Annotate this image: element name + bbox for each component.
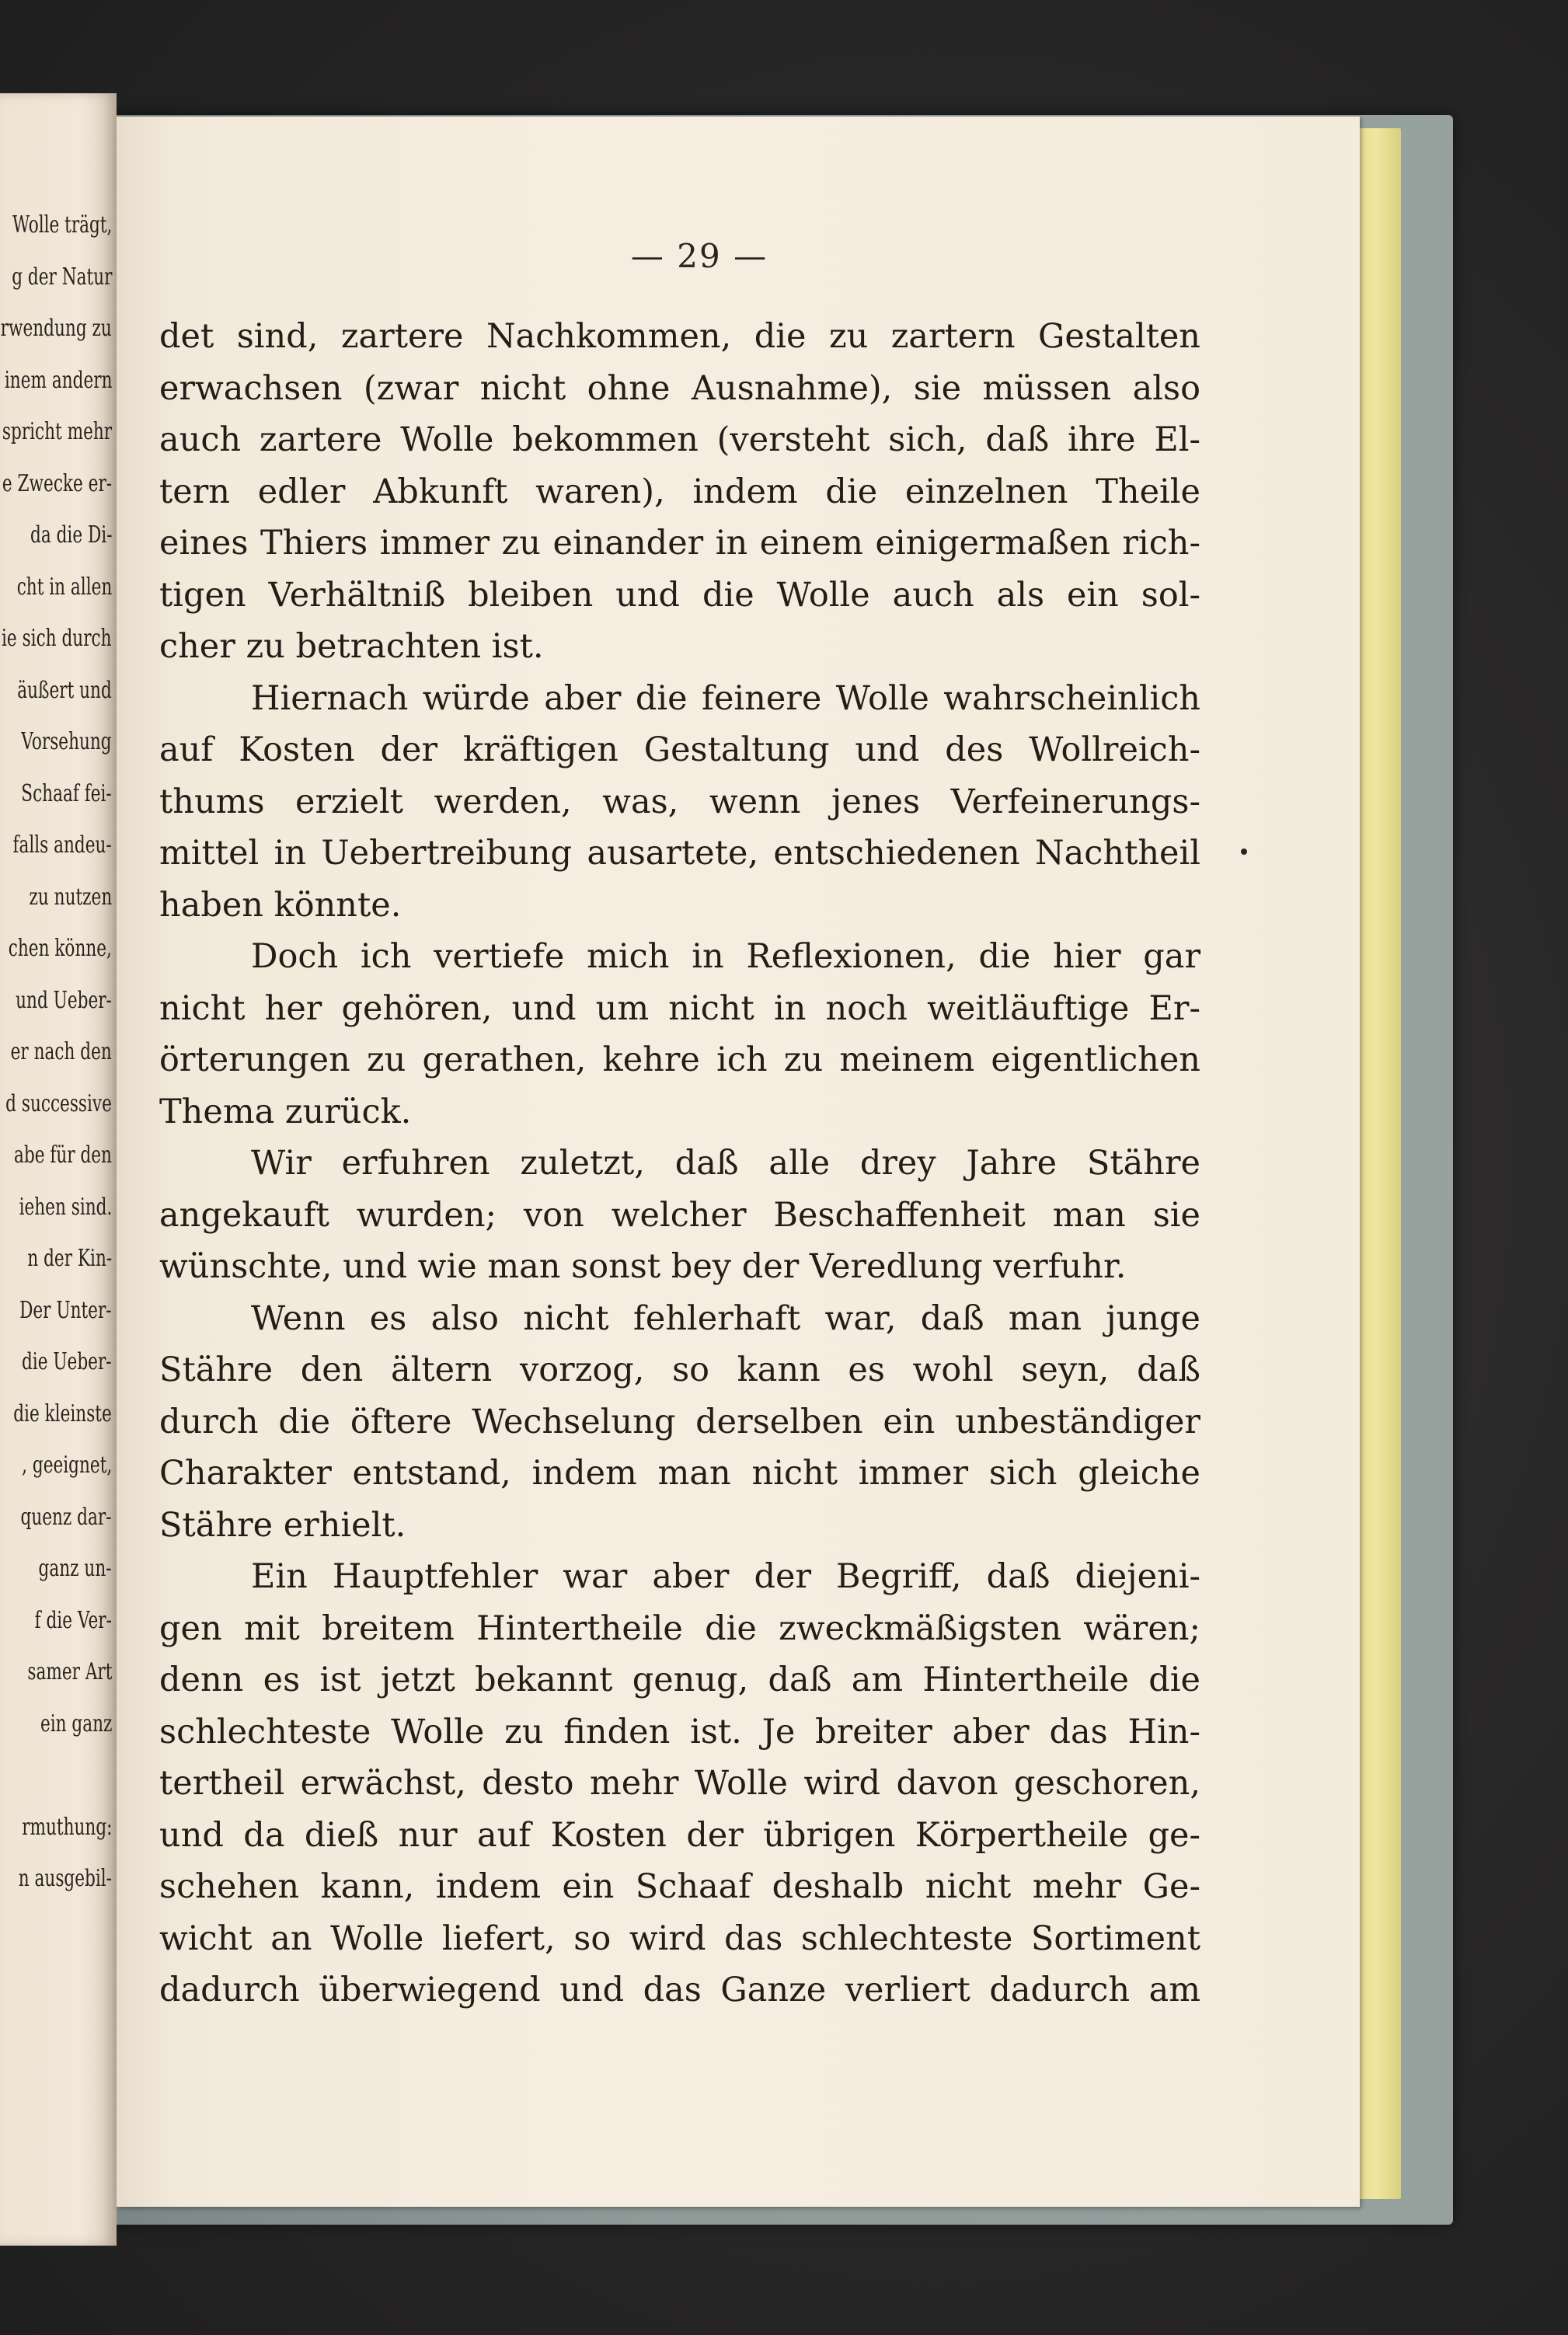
left-page-fragment: Schaaf fei- — [21, 779, 112, 807]
left-page-fragment: chen könne, — [8, 935, 112, 962]
left-page-fragment: zu nutzen — [29, 883, 112, 911]
text-line: auch zartere Wolle bekommen (versteht sich, daß ihre El- — [159, 420, 1200, 459]
ink-speck — [1241, 849, 1247, 855]
left-page-fragment: da die Di- — [30, 521, 112, 549]
left-page-fragment: Der Unter- — [19, 1296, 112, 1324]
text-line: angekauft wurden; von welcher Beschaffenheit man sie — [159, 1195, 1200, 1235]
text-line: auf Kosten der kräftigen Gestaltung und des Wollreich- — [159, 730, 1200, 769]
text-line: thums erzielt werden, was, wenn jenes Verfeinerungs- — [159, 782, 1200, 821]
text-line: örterungen zu gerathen, kehre ich zu meinem eigentlichen — [159, 1040, 1200, 1079]
left-page-fragment: rmuthung: — [21, 1813, 112, 1841]
left-page-fragment: n der Kin- — [27, 1245, 112, 1272]
text-line: Wenn es also nicht fehlerhaft war, daß man junge — [251, 1298, 1200, 1338]
text-line: haben könnte. — [159, 885, 402, 925]
text-line: wünschte, und wie man sonst bey der Veredlung verfuhr. — [159, 1247, 1127, 1286]
right-page — [117, 117, 1360, 2207]
text-line: schehen kann, indem ein Schaaf deshalb nicht mehr Ge- — [159, 1867, 1200, 1906]
text-line: erwachsen (zwar nicht ohne Ausnahme), sie müssen also — [159, 368, 1200, 408]
left-page-fragment: ganz un- — [39, 1555, 112, 1582]
text-line: eines Thiers immer zu einander in einem einigermaßen rich- — [159, 524, 1200, 563]
text-line: Stähre den ältern vorzog, so kann es wohl seyn, daß — [159, 1350, 1200, 1389]
left-page-fragment: g der Natur — [11, 263, 112, 291]
text-line: Stähre erhielt. — [159, 1505, 406, 1545]
page-block-edge — [1356, 128, 1401, 2199]
left-page-fragment: äußert und — [17, 676, 112, 704]
text-line: durch die öftere Wechselung derselben ein unbeständiger — [159, 1402, 1200, 1441]
text-line: cher zu betrachten ist. — [159, 627, 544, 666]
left-page-fragment: quenz dar- — [20, 1503, 112, 1531]
left-page-fragment: er nach den — [10, 1038, 112, 1065]
left-page-fragment: rwendung zu — [0, 315, 112, 342]
text-line: gen mit breitem Hintertheile die zweckmäßigsten wären; — [159, 1608, 1200, 1648]
text-line: schlechteste Wolle zu finden ist. Je breiter aber das Hin- — [159, 1712, 1200, 1751]
left-page-fragment: ein ganz — [40, 1709, 112, 1737]
text-line: denn es ist jetzt bekannt genug, daß am Hintertheile die — [159, 1661, 1200, 1699]
text-line: Wir erfuhren zuletzt, daß alle drey Jahre Stähre — [251, 1144, 1200, 1183]
text-line: det sind, zartere Nachkommen, die zu zartern Gestalten — [159, 317, 1200, 356]
left-page-fragment: die Ueber- — [22, 1348, 112, 1375]
left-page-fragment: Wolle trägt, — [12, 211, 112, 239]
text-line: nicht her gehören, und um nicht in noch weitläuftige Er- — [159, 988, 1200, 1028]
left-page-fragment: cht in allen — [16, 573, 112, 601]
left-page-fragment: und Ueber- — [16, 986, 112, 1014]
text-line: Ein Hauptfehler war aber der Begriff, daß diejeni- — [251, 1557, 1200, 1596]
left-page-fragment: , geeignet, — [21, 1452, 112, 1479]
text-line: Hiernach würde aber die feinere Wolle wahrscheinlich — [251, 678, 1200, 718]
left-page-fragment: falls andeu- — [12, 831, 112, 859]
left-page-fragment: e Zwecke er- — [2, 469, 112, 497]
text-line: tertheil erwächst, desto mehr Wolle wird davon geschoren, — [159, 1764, 1200, 1803]
text-line: mittel in Uebertreibung ausartete, entschiedenen Nachtheil — [159, 834, 1200, 873]
text-line: tern edler Abkunft waren), indem die einzelnen Theile — [159, 472, 1200, 511]
text-line: Doch ich vertiefe mich in Reflexionen, die hier gar — [251, 937, 1200, 976]
left-page-fragment: iehen sind. — [19, 1193, 112, 1221]
page-number: — 29 — — [630, 237, 768, 275]
text-line: tigen Verhältniß bleiben und die Wolle auch als ein sol- — [159, 575, 1200, 615]
text-line: und da dieß nur auf Kosten der übrigen Körpertheile ge- — [159, 1815, 1200, 1855]
left-page-fragment: d successive — [5, 1089, 112, 1117]
left-page-fragment: die kleinste — [13, 1399, 112, 1427]
text-line: Thema zurück. — [159, 1092, 412, 1131]
left-page-fragment: abe für den — [14, 1141, 112, 1169]
left-page-fragment: ie sich durch — [2, 625, 112, 652]
left-page-fragment: Vorsehung — [21, 728, 112, 755]
left-page-fragment: spricht mehr — [2, 418, 112, 445]
left-page-fragment: inem andern — [4, 366, 112, 394]
text-line: dadurch überwiegend und das Ganze verliert dadurch am — [159, 1971, 1200, 2009]
text-line: Charakter entstand, indem man nicht immer sich gleiche — [159, 1454, 1200, 1493]
left-page — [0, 93, 117, 2246]
body-text — [159, 311, 1200, 2016]
left-page-fragment: f die Ver- — [34, 1606, 112, 1634]
left-page-fragment: samer Art — [26, 1658, 112, 1685]
left-page-fragment: n ausgebil- — [18, 1865, 112, 1892]
text-line: wicht an Wolle liefert, so wird das schlechteste Sortiment — [159, 1919, 1200, 1958]
